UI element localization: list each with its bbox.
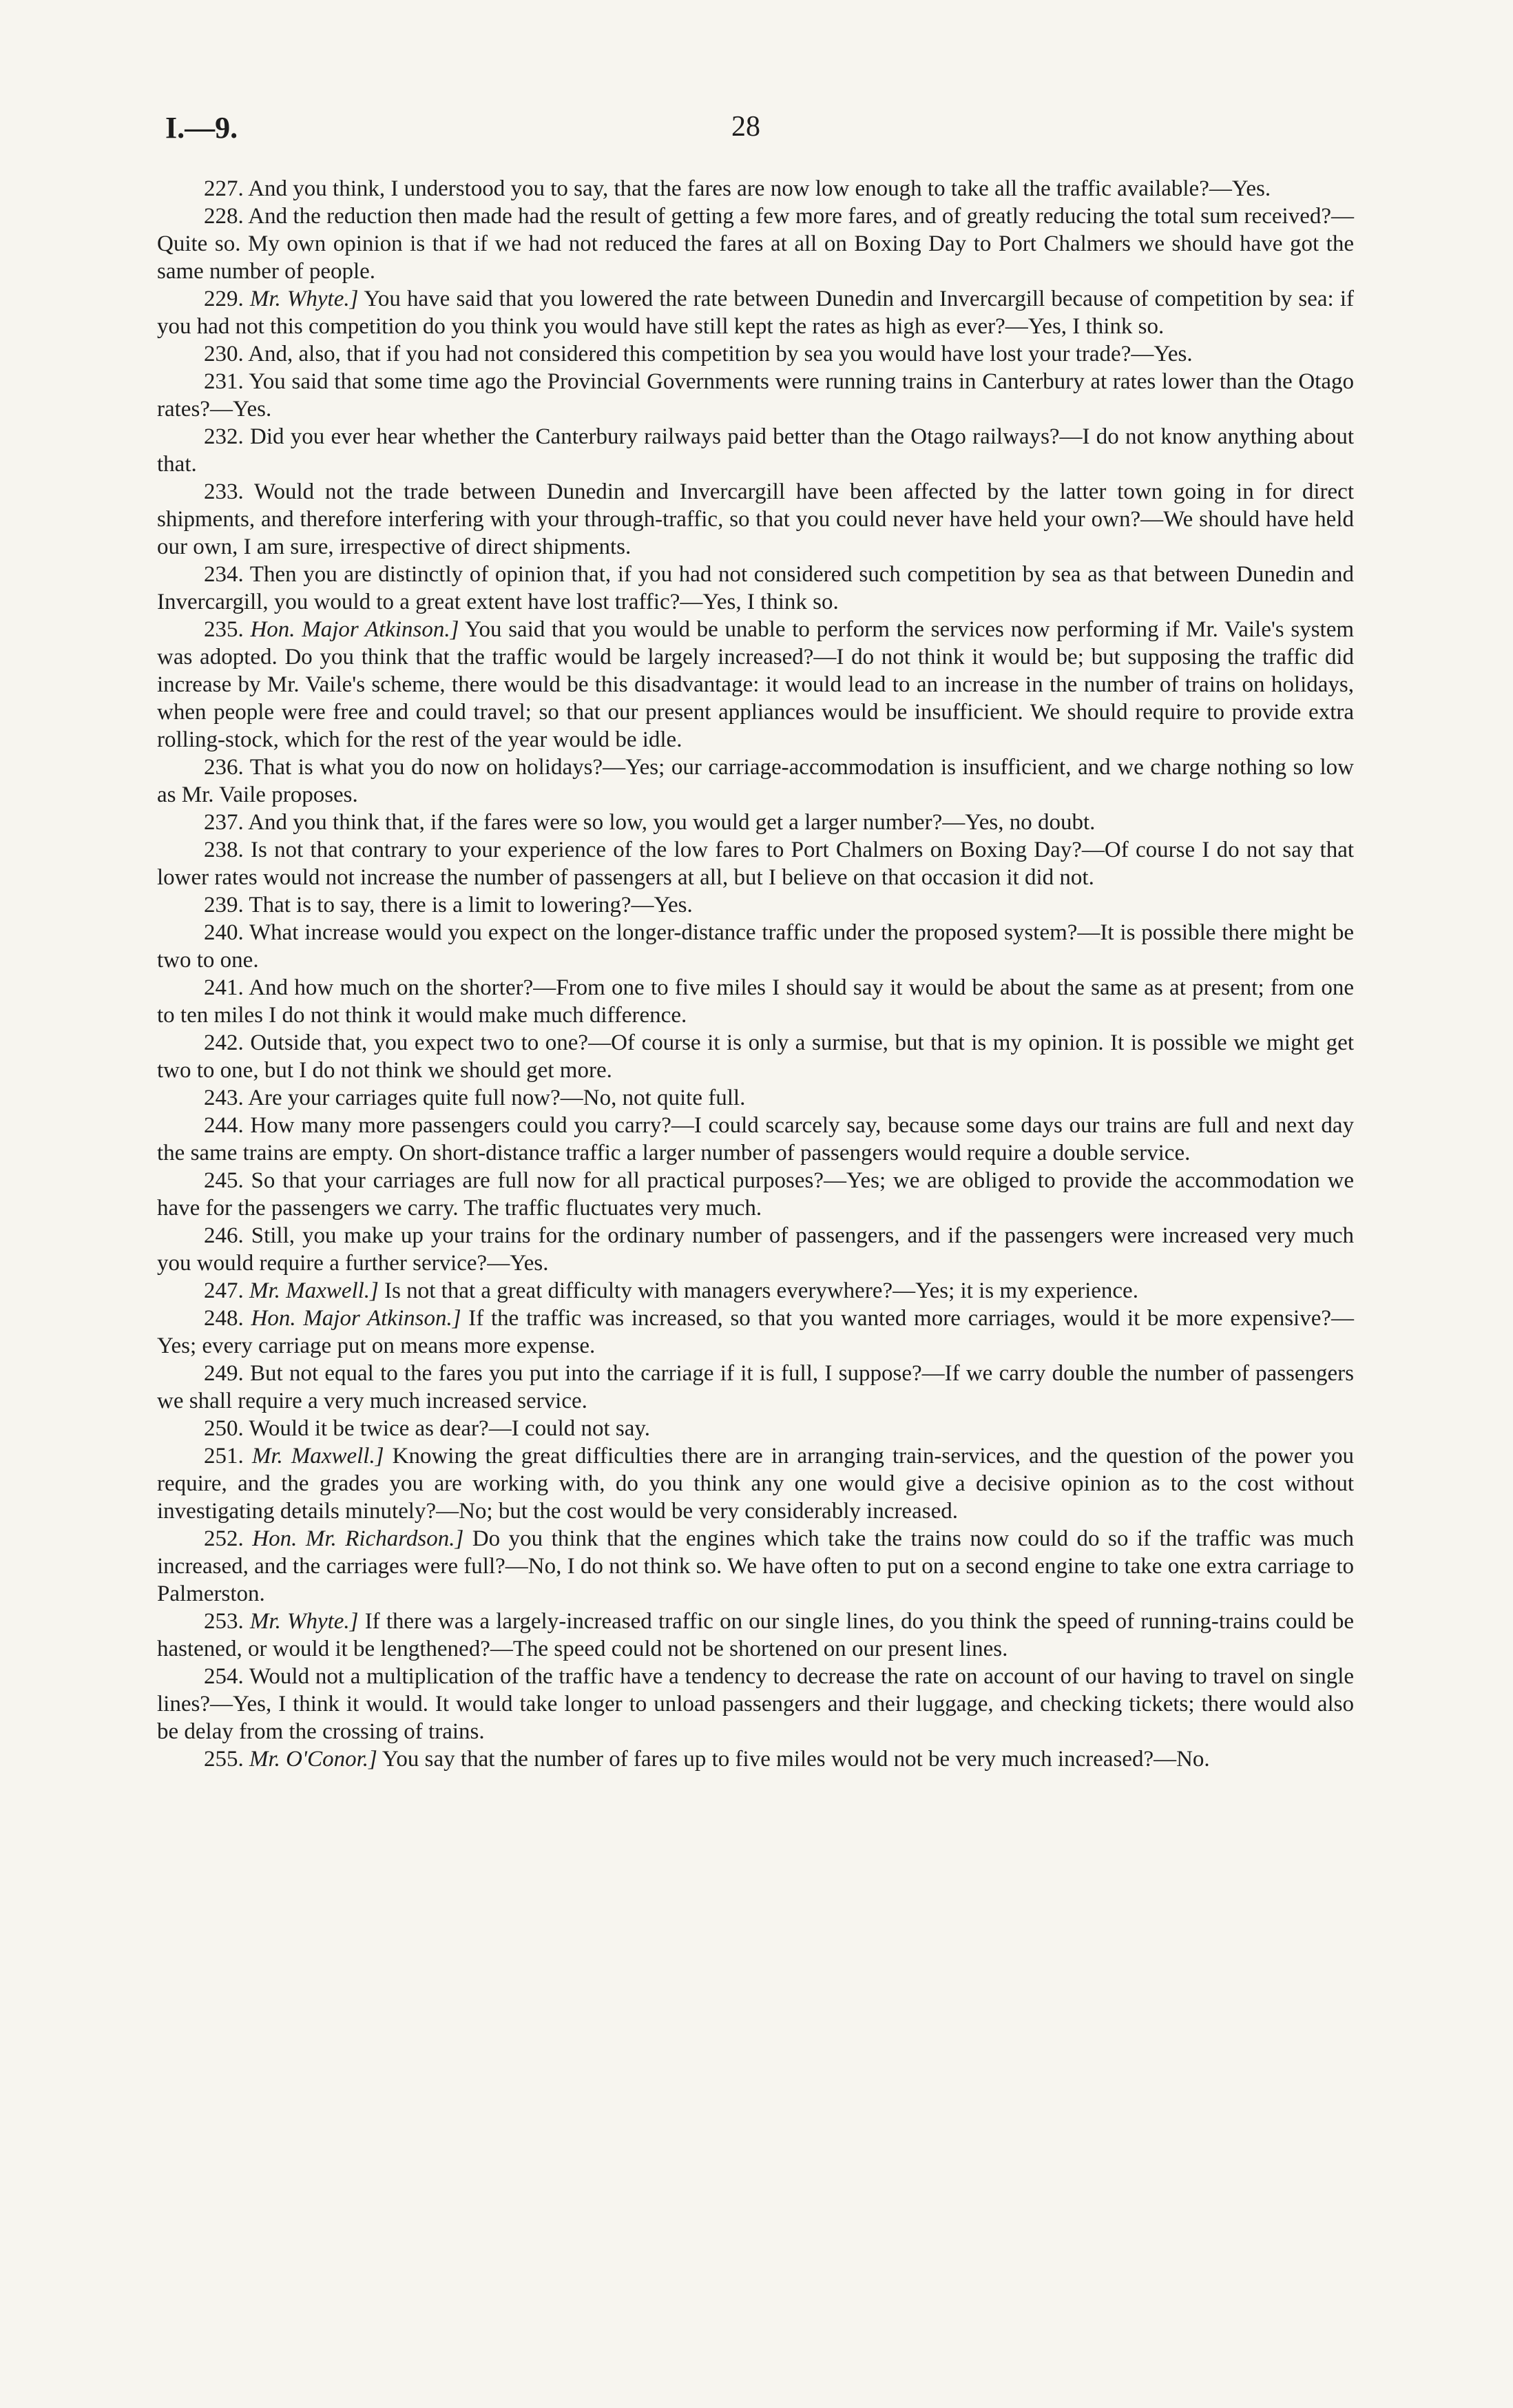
question-number: 246. bbox=[204, 1223, 244, 1248]
question-number: 237. bbox=[204, 810, 244, 835]
question-number: 239. bbox=[204, 893, 244, 917]
question-number: 235. bbox=[204, 617, 244, 642]
question-number: 243. bbox=[204, 1086, 244, 1110]
question-entry bbox=[157, 1277, 1354, 1305]
question-number: 244. bbox=[204, 1113, 244, 1138]
question-number: 230. bbox=[204, 342, 244, 366]
question-number: 251. bbox=[204, 1444, 244, 1468]
question-entry bbox=[157, 561, 1354, 616]
question-text: And you think that, if the fares were so low, you would get a larger number?—Yes, no doubt. bbox=[248, 810, 1096, 835]
question-number: 250. bbox=[204, 1416, 244, 1441]
question-entry bbox=[157, 1663, 1354, 1745]
question-text: So that your carriages are full now for all practical purposes?—Yes; we are obliged to provide the accommodation we have for the passengers we carry. The traffic fluctuates very much. bbox=[157, 1168, 1354, 1221]
question-text: Outside that, you expect two to one?—Of course it is only a surmise, but that is my opinion. It is possible we might get two to one, but I do not think we should get more. bbox=[157, 1030, 1355, 1083]
question-entry bbox=[157, 1305, 1354, 1360]
question-text: That is to say, there is a limit to lowering?—Yes. bbox=[249, 893, 693, 917]
question-text: Did you ever hear whether the Canterbury railways paid better than the Otago railways?—I do not know anything about that. bbox=[157, 424, 1354, 477]
question-number: 248. bbox=[204, 1306, 244, 1331]
question-text: And you think, I understood you to say, that the fares are now low enough to take all the traffic available?—Yes. bbox=[248, 176, 1271, 201]
speaker-name: Hon. Major Atkinson.] bbox=[250, 617, 459, 642]
question-text: How many more passengers could you carry?—I could scarcely say, because some days our trains are full and next day the same trains are empty. On short-distance traffic a larger number of passengers would require a double service. bbox=[157, 1113, 1354, 1165]
page-header bbox=[0, 110, 1513, 152]
page-number: 28 bbox=[731, 111, 760, 143]
question-entry bbox=[157, 974, 1354, 1029]
speaker-name: Mr. Maxwell.] bbox=[249, 1278, 379, 1303]
question-text: Would it be twice as dear?—I could not say. bbox=[249, 1416, 651, 1441]
question-entry bbox=[157, 1360, 1354, 1415]
question-text: You say that the number of fares up to five miles would not be very much increased?—No. bbox=[382, 1747, 1210, 1772]
question-number: 247. bbox=[204, 1278, 244, 1303]
question-text: Are your carriages quite full now?—No, not quite full. bbox=[248, 1086, 746, 1110]
question-entry bbox=[157, 1112, 1354, 1167]
question-text: You said that you would be unable to perform the services now performing if Mr. Vaile's system was adopted. Do you think that the traffic would be largely increased?—I do not think it would be; but supposing the traffic did increase by Mr. Vaile's scheme, there would be this disadvantage: it would lead to an increase in the number of trains on holidays, when people were free and could travel; so that our present appliances would be insufficient. We should require to provide extra rolling-stock, which for the rest of the year would be idle. bbox=[157, 617, 1355, 752]
question-number: 229. bbox=[204, 287, 244, 311]
question-entry bbox=[157, 1745, 1354, 1773]
question-number: 254. bbox=[204, 1664, 244, 1689]
question-entry bbox=[157, 285, 1354, 340]
question-entry bbox=[157, 1084, 1354, 1112]
question-number: 233. bbox=[204, 479, 244, 504]
question-entry bbox=[157, 809, 1354, 836]
question-number: 240. bbox=[204, 920, 244, 945]
question-text: That is what you do now on holidays?—Yes; our carriage-accommodation is insufficient, and we charge nothing so low as Mr. Vaile proposes. bbox=[157, 755, 1354, 807]
question-entry bbox=[157, 423, 1354, 478]
question-number: 242. bbox=[204, 1030, 244, 1055]
question-number: 231. bbox=[204, 369, 244, 394]
question-text: Do you think that the engines which take the trains now could do so if the traffic was much increased, and the carriages were full?—No, I do not think so. We have often to put on a second engine to take one extra carriage to Palmerston. bbox=[157, 1526, 1355, 1606]
speaker-name: Mr. Whyte.] bbox=[249, 1609, 359, 1634]
document-reference: I.—9. bbox=[165, 111, 238, 145]
question-number: 249. bbox=[204, 1361, 244, 1386]
question-entry bbox=[157, 340, 1354, 368]
question-number: 238. bbox=[204, 838, 244, 862]
question-number: 234. bbox=[204, 562, 244, 587]
question-text: Then you are distinctly of opinion that, if you had not considered such competition by sea as that between Dunedin and Invercargill, you would to a great extent have lost traffic?—Yes, I think so. bbox=[157, 562, 1354, 614]
question-number: 255. bbox=[204, 1747, 244, 1772]
question-text: If there was a largely-increased traffic on our single lines, do you think the speed of running-trains could be hastened, or would it be lengthened?—The speed could not be shortened on our present lines. bbox=[157, 1609, 1355, 1661]
question-number: 232. bbox=[204, 424, 244, 449]
question-text: You said that some time ago the Provincial Governments were running trains in Canterbury at rates lower than the Otago rates?—Yes. bbox=[157, 369, 1355, 422]
minutes-of-evidence bbox=[157, 175, 1354, 1773]
question-number: 253. bbox=[204, 1609, 244, 1634]
question-text: And the reduction then made had the result of getting a few more fares, and of greatly reducing the total sum received?—Quite so. My own opinion is that if we had not reduced the fares at all on Boxing Day to Port Chalmers we should have got the same number of people. bbox=[157, 204, 1354, 284]
speaker-name: Mr. Maxwell.] bbox=[251, 1444, 384, 1468]
question-entry bbox=[157, 1442, 1354, 1525]
question-entry bbox=[157, 1525, 1354, 1608]
question-entry bbox=[157, 754, 1354, 809]
question-number: 245. bbox=[204, 1168, 244, 1193]
question-entry bbox=[157, 919, 1354, 974]
speaker-name: Hon. Mr. Richardson.] bbox=[252, 1526, 464, 1551]
question-text: If the traffic was increased, so that you wanted more carriages, would it be more expensive?—Yes; every carriage put on means more expense. bbox=[157, 1306, 1355, 1358]
speaker-name: Mr. O'Conor.] bbox=[249, 1747, 377, 1772]
question-text: Would not the trade between Dunedin and Invercargill have been affected by the latter town going in for direct shipments, and therefore interfering with your through-traffic, so that you could never have held your own?—We should have held our own, I am sure, irrespective of direct shipments. bbox=[157, 479, 1354, 559]
question-entry bbox=[157, 1167, 1354, 1222]
question-entry bbox=[157, 891, 1354, 919]
question-text: What increase would you expect on the longer-distance traffic under the proposed system?—It is possible there might be two to one. bbox=[157, 920, 1354, 973]
question-number: 227. bbox=[204, 176, 244, 201]
question-entry bbox=[157, 1608, 1354, 1663]
question-entry bbox=[157, 478, 1354, 561]
question-text: Is not that contrary to your experience of the low fares to Port Chalmers on Boxing Day?—Of course I do not say that lower rates would not increase the number of passengers at all, but I believe on that occasion it did not. bbox=[157, 838, 1355, 890]
question-text: Would not a multiplication of the traffic have a tendency to decrease the rate on account of our having to travel on single lines?—Yes, I think it would. It would take longer to unload passengers and their luggage, and checking tickets; there would also be delay from the crossing of trains. bbox=[157, 1664, 1355, 1744]
question-text: But not equal to the fares you put into the carriage if it is full, I suppose?—If we carry double the number of passengers we shall require a very much increased service. bbox=[157, 1361, 1355, 1413]
question-number: 228. bbox=[204, 204, 244, 229]
question-entry bbox=[157, 175, 1354, 203]
speaker-name: Mr. Whyte.] bbox=[249, 287, 359, 311]
question-text: Is not that a great difficulty with managers everywhere?—Yes; it is my experience. bbox=[384, 1278, 1138, 1303]
question-entry bbox=[157, 203, 1354, 285]
question-entry bbox=[157, 1415, 1354, 1442]
question-entry bbox=[157, 1222, 1354, 1277]
question-entry bbox=[157, 836, 1354, 891]
question-text: You have said that you lowered the rate between Dunedin and Invercargill because of competition by sea: if you had not this competition do you think you would have still kept the rates as high as ever?—Yes, I think so. bbox=[157, 287, 1355, 339]
question-text: Still, you make up your trains for the ordinary number of passengers, and if the passengers were increased very much you would require a further service?—Yes. bbox=[157, 1223, 1354, 1276]
question-entry bbox=[157, 1029, 1354, 1084]
question-number: 241. bbox=[204, 975, 244, 1000]
question-text: And, also, that if you had not considered this competition by sea you would have lost your trade?—Yes. bbox=[248, 342, 1193, 366]
question-entry bbox=[157, 368, 1354, 423]
question-text: Knowing the great difficulties there are in arranging train-services, and the question of the power you require, and the grades you are working with, do you think any one would give a decisive opinion as to the cost without investigating details minutely?—No; but the cost would be very considerably increased. bbox=[157, 1444, 1355, 1524]
speaker-name: Hon. Major Atkinson.] bbox=[251, 1306, 461, 1331]
question-entry bbox=[157, 616, 1354, 754]
question-number: 236. bbox=[204, 755, 244, 780]
question-number: 252. bbox=[204, 1526, 244, 1551]
question-text: And how much on the shorter?—From one to five miles I should say it would be about the same as at present; from one to ten miles I do not think it would make much difference. bbox=[157, 975, 1354, 1028]
